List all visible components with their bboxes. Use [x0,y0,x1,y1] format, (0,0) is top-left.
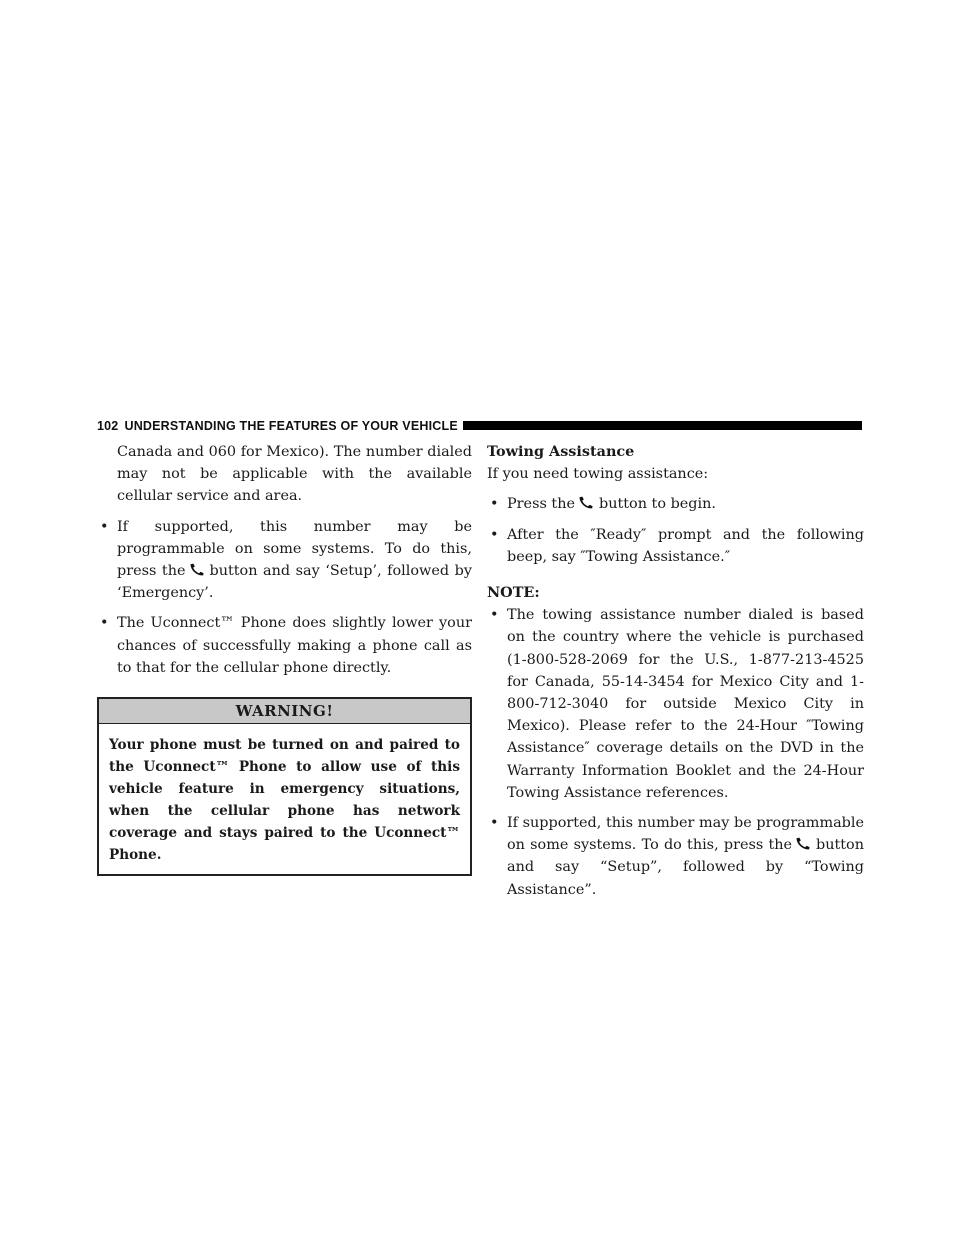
bullet-mark: • [490,815,499,832]
section-title: UNDERSTANDING THE FEATURES OF YOUR VEHICLE [124,418,458,433]
warning-text: Your phone must be turned on and paired to the Uconnect™ Phone to allow use of this vehicle feature in emergency situations, when the cellular phone has network coverage and stays paired to the Uconnect™ Phone. [109,737,460,864]
bullet-text-after: button and say “Setup”, followed by “Towing Assistance”. [507,837,864,898]
continued-paragraph: Canada and 060 for Mexico). The number dialed may not be applicable with the available cellular service and area. [117,444,472,505]
note-bullet-number-dialed [487,604,864,804]
bullet-mark: • [490,607,499,624]
bullet-text-before: If supported, this number may be programmable on some systems. To do this, press the [507,815,864,854]
phone-handset-icon [795,837,813,850]
bullet-mark: • [100,615,109,632]
bullet-text: After the ″Ready″ prompt and the following beep, say ″Towing Assistance.″ [507,526,864,565]
towing-assistance-heading: Towing Assistance [487,443,635,460]
left-column [97,441,472,876]
bullet-text: The Uconnect™ Phone does slightly lower your chances of successfully making a phone call as to that for the cellular phone directly. [117,615,472,676]
note-label: NOTE: [487,584,540,602]
bullet-press-button [487,493,864,515]
bullet-programmable-emergency [97,516,472,605]
warning-title: WARNING! [99,699,470,724]
bullet-text: The towing assistance number dialed is based on the country where the vehicle is purchased (1-800-528-2069 for the U.S., 1-877-213-4525 for Canada, 55-14-3454 for Mexico City and 1-800-712-3040 for outside Mexico City in Mexico). Please refer to the 24-Hour ″Towing Assistance″ coverage details on the DVD in the Warranty Information Booklet and the 24-Hour Towing Assistance references. [507,607,864,801]
page-number: 102 [97,418,119,433]
bullet-text-after: button and say ‘Setup’, followed by ‘Emergency’. [117,563,472,602]
header-rule [463,421,862,430]
bullet-text-before: Press the [507,496,575,513]
bullet-say-towing [487,524,864,568]
bullet-mark: • [490,526,499,543]
phone-handset-icon [189,563,207,576]
phone-handset-icon [578,496,596,509]
right-column [487,441,864,901]
page-header [97,417,862,434]
note-bullet-programmable-towing [487,812,864,901]
bullet-mark: • [490,496,499,513]
bullet-uconnect-chances [97,612,472,679]
bullet-text-after: button to begin. [599,496,716,513]
bullet-mark: • [100,518,109,535]
bullet-text-before: If supported, this number may be programmable on some systems. To do this, press the [117,518,472,580]
towing-intro: If you need towing assistance: [487,466,709,483]
warning-box [97,697,472,876]
